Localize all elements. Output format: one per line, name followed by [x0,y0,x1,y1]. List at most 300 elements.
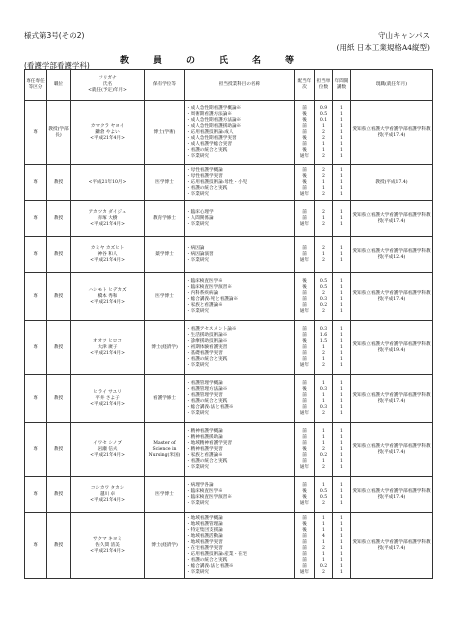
slot-cell-line: 後 [302,527,307,533]
slot-cell-line: 通年 [299,500,310,506]
credits-cell [315,237,333,273]
name-furigana: カミヤ カズヒト [90,245,125,251]
credits-cell [315,101,333,165]
credits-cell-line: 0.2 [319,563,328,569]
role-cell: 専 [25,101,47,165]
subjects-cell-line: ・周術期看護方法論※ [186,111,232,117]
credits-cell-line: 4 [322,533,325,539]
years-cell [333,321,351,375]
name-furigana: イワセ シノブ [93,440,122,446]
name-furigana: アカツカ ダイジュ [88,209,127,215]
role-cell: 専 [25,321,47,375]
subjects-cell-line: ・卒業研究 [186,569,209,575]
years-cell-line: 1 [340,284,343,290]
subjects-cell-line: ・看護管理学実習 [186,392,223,398]
years-cell-line: 1 [340,141,343,147]
years-cell-line: 1 [340,386,343,392]
years-cell-line: 1 [340,398,343,404]
years-cell [333,101,351,165]
credits-cell-line: 1 [322,515,325,521]
current-cell: 愛知県立看護大学看護学部看護学科教授(平成17.4) [351,375,433,423]
subjects-cell-line: ・特定集団支援論 [186,527,223,533]
degree-cell: 看護学修士 [145,375,185,423]
years-cell-line: 1 [340,434,343,440]
table-row [25,513,433,579]
name-furigana: サクマ キヨミ [93,536,122,542]
faculty-table [24,69,433,579]
years-cell-line: 1 [340,117,343,123]
role-cell: 専 [25,513,47,579]
subjects-cell-line: ・卒業研究 [186,464,209,470]
slot-cell-line: 後 [302,284,307,290]
years-cell-line: 1 [340,296,343,302]
slot-cell [295,513,315,579]
col-name [71,70,145,101]
name-name: 岩瀬 信夫 [97,446,118,452]
subjects-cell-line: ・卒業研究 [186,308,209,314]
col-slot: 配当年次 [295,70,315,101]
years-cell-line: 1 [340,356,343,362]
current-cell: 愛知県立看護大学看護学部看護学科教授(平成17.4) [351,513,433,579]
rank-cell: 教授 [47,423,71,477]
subjects-cell-line: ・地域看護管理論 [186,521,223,527]
credits-cell-line: 0.3 [319,296,328,302]
credits-cell-line: 2 [322,209,325,215]
name-cell [71,321,145,375]
credits-cell-line: 2 [322,410,325,416]
slot-cell-line: 後 [302,446,307,452]
role-cell: 専 [25,273,47,321]
subjects-cell-line: ・看護管理方法論※ [186,386,228,392]
credits-cell-line: 0.5 [319,488,328,494]
document-title: 教員の氏名等 [120,56,319,66]
name-furigana: オオツ ヒロコ [93,338,122,344]
credits-cell-line: 0.2 [319,452,328,458]
name-birth: <平成21年4月> [90,257,125,263]
current-cell: 愛知県立看護大学看護学部看護学科教授(平成17.4) [351,423,433,477]
years-cell-line: 1 [340,191,343,197]
years-cell-line: 1 [340,569,343,575]
subjects-cell-line: ・病因論演習 [186,251,214,257]
role-cell: 専 [25,423,47,477]
slot-cell-line: 後 [302,386,307,392]
credits-cell-line: 0.1 [319,117,328,123]
years-cell-line: 1 [340,482,343,488]
slot-cell-line: 前 [302,440,307,446]
credits-cell-line: 2 [322,464,325,470]
credits-cell-line: 0.3 [319,326,328,332]
slot-cell-line: 前 [302,350,307,356]
subjects-cell-line: ・精神看護学実習 [186,446,223,452]
years-cell-line: 1 [340,179,343,185]
subjects-cell-line: ・看護の統合と実践 [186,356,228,362]
table-row [25,423,433,477]
credits-cell-line: 2 [322,221,325,227]
table-row [25,477,433,513]
subjects-cell-line: ・看護の統合と実践 [186,185,228,191]
subjects-cell-line: ・母性看護学実習 [186,173,223,179]
slot-cell-line: 前 [302,434,307,440]
subjects-cell-line: ・精神看護援助論 [186,434,223,440]
subjects-cell-line: ・応用看護技術論:母性・小児 [186,179,248,185]
name-furigana: カマクラ ヤヨイ [90,123,125,129]
name-cell [71,375,145,423]
degree-cell: 薬学博士 [145,237,185,273]
slot-cell-line: 前 [302,215,307,221]
current-cell: 愛知県立看護大学看護学部看護学科教授(平成17.4) [351,477,433,513]
name-name: 橋本 秀和 [97,293,118,299]
years-cell-line: 1 [340,147,343,153]
slot-cell-line: 前 [302,185,307,191]
credits-cell-line: 0.5 [319,278,328,284]
credits-cell-line: 1.6 [319,332,328,338]
subjects-cell-line: ・臨床検査医学※ [186,488,223,494]
subjects-cell [185,477,295,513]
credits-cell-line: 2 [322,500,325,506]
credits-cell-line: 1 [322,521,325,527]
years-cell-line: 1 [340,185,343,191]
degree-cell: 博士(学術) [145,101,185,165]
slot-cell-line: 後 [302,111,307,117]
col-degree: 保有学位等 [145,70,185,101]
subjects-cell-line: ・成人看護学総合実習 [186,141,232,147]
credits-cell-line: 1 [322,215,325,221]
credits-cell-line: 0.2 [319,302,328,308]
name-name: 赤塚 大樹 [97,215,118,221]
slot-cell-line: 前 [302,458,307,464]
role-cell: 専 [25,165,47,201]
years-cell [333,375,351,423]
rank-cell: 教授 [47,321,71,375]
subjects-cell-line: ・成人急性期看護援助論※ [186,123,242,129]
credits-cell [315,423,333,477]
slot-cell [295,101,315,165]
slot-cell [295,165,315,201]
years-cell-line: 1 [340,278,343,284]
years-cell [333,201,351,237]
subjects-cell [185,237,295,273]
name-cell [71,513,145,579]
years-cell-line: 1 [340,251,343,257]
subjects-cell-line: ・総合講義:法と看護※ [186,563,234,569]
slot-cell-line: 前 [302,482,307,488]
slot-cell [295,423,315,477]
years-cell-line: 1 [340,380,343,386]
subjects-cell [185,423,295,477]
years-cell-line: 1 [340,362,343,368]
slot-cell-line: 通年 [299,221,310,227]
subjects-cell-line: ・家族と看護論※ [186,302,223,308]
slot-cell-line: 前 [302,123,307,129]
name-birth: <平成21年4月> [90,401,125,407]
years-cell-line: 1 [340,458,343,464]
table-row [25,201,433,237]
credits-cell-line: 1 [322,356,325,362]
credits-cell-line: 2 [322,129,325,135]
credits-cell [315,321,333,375]
slot-cell-line: 前 [302,129,307,135]
subjects-cell-line: ・卒業研究 [186,410,209,416]
credits-cell-line: 1 [322,147,325,153]
role-cell: 専 [25,477,47,513]
slot-cell-line: 通年 [299,191,310,197]
subjects-cell [185,321,295,375]
credits-cell-line: 2 [322,308,325,314]
slot-cell-line: 後 [302,521,307,527]
credits-cell-line: 1 [322,428,325,434]
subjects-cell-line: ・卒業研究 [186,221,209,227]
subjects-cell-line: ・精神看護学概論 [186,428,223,434]
slot-cell-line: 後 [302,173,307,179]
degree-cell: 医学博士 [145,165,185,201]
credits-cell [315,375,333,423]
years-cell-line: 1 [340,173,343,179]
credits-cell [315,165,333,201]
slot-cell [295,201,315,237]
credits-cell-line: 1 [322,539,325,545]
years-cell-line: 1 [340,440,343,446]
years-cell-line: 1 [340,500,343,506]
rank-cell: 教授 [47,513,71,579]
slot-cell-line: 前 [302,332,307,338]
years-cell-line: 1 [340,135,343,141]
slot-cell-line: 前 [302,533,307,539]
years-cell [333,513,351,579]
subjects-cell-line: ・内科系疾病論 [186,290,219,296]
slot-cell-line: 前 [302,209,307,215]
credits-cell-line: 2 [322,191,325,197]
years-cell-line: 1 [340,452,343,458]
credits-cell-line: 2 [322,446,325,452]
col-furigana: フリガナ [98,76,117,81]
subjects-cell-line: ・成人急性期看護方法論※ [186,117,242,123]
credits-cell-line: 1 [322,251,325,257]
subjects-cell-line: ・臨床検査医学演習※ [186,494,232,500]
slot-cell-line: 前 [302,392,307,398]
current-cell: 愛知県立看護大学看護学部看護学科教授(平成17.4) [351,101,433,165]
subjects-cell-line: ・臨床心理学 [186,209,214,215]
credits-cell-line: 1 [322,123,325,129]
subjects-cell-line: ・在宅看護学実習 [186,545,223,551]
subjects-cell-line: ・地域精神看護学実習 [186,440,232,446]
slot-cell-line: 通年 [299,308,310,314]
years-cell-line: 1 [340,209,343,215]
credits-cell-line: 2 [322,569,325,575]
years-cell-line: 1 [340,551,343,557]
credits-cell-line: 2 [322,350,325,356]
name-furigana: ヒライ サユリ [93,389,122,395]
credits-cell-line: 2 [322,290,325,296]
current-cell: 愛知県立看護大学看護学部看護学科教授(平成19.4) [351,321,433,375]
subjects-cell-line: ・生活援助技術論※ [186,332,228,338]
years-cell [333,165,351,201]
credits-cell-line: 2 [322,257,325,263]
subjects-cell-line: ・病因論 [186,245,205,251]
col-years: 年間開講数 [333,70,351,101]
slot-cell-line: 通年 [299,257,310,263]
slot-cell-line: 前 [302,404,307,410]
subjects-cell-line: ・初期体験看護実習 [186,344,228,350]
subjects-cell-line: ・病理学各論 [186,482,214,488]
slot-cell [295,477,315,513]
subjects-cell [185,201,295,237]
paper-note: (用紙 日本工業規格A4縦型) [336,43,430,52]
years-cell-line: 1 [340,446,343,452]
name-name: 平井 さよ子 [95,395,120,401]
years-cell-line: 1 [340,129,343,135]
credits-cell-line: 1 [322,527,325,533]
slot-cell-line: 前 [302,245,307,251]
rank-cell: 教授 [47,375,71,423]
years-cell-line: 1 [340,344,343,350]
table-row [25,237,433,273]
subjects-cell-line: ・家族と看護論※ [186,452,223,458]
years-cell-line: 1 [340,521,343,527]
years-cell-line: 1 [340,350,343,356]
slot-cell-line: 前 [302,344,307,350]
years-cell-line: 1 [340,215,343,221]
years-cell-line: 1 [340,464,343,470]
credits-cell-line: 1 [322,141,325,147]
subjects-cell-line: ・看護の統合と実践 [186,398,228,404]
slot-cell-line: 前 [302,251,307,257]
subjects-cell-line: ・卒業研究 [186,191,209,197]
slot-cell-line: 前 [302,428,307,434]
name-birth: <平成21年4月> [90,135,125,141]
slot-cell-line: 前 [302,296,307,302]
slot-cell-line: 後 [302,278,307,284]
years-cell [333,237,351,273]
credits-cell-line: 0.3 [319,404,328,410]
subjects-cell-line: ・診療援助技術論※ [186,338,228,344]
name-cell [71,423,145,477]
slot-cell-line: 後 [302,488,307,494]
credits-cell-line: 0.5 [319,284,328,290]
col-credits: 担当単位数 [315,70,333,101]
credits-cell [315,477,333,513]
subjects-cell-line: ・人間関係論 [186,215,214,221]
slot-cell-line: 前 [302,380,307,386]
slot-cell-line: 後 [302,494,307,500]
years-cell-line: 1 [340,326,343,332]
subjects-cell-line: ・基礎看護学実習 [186,350,223,356]
slot-cell-line: 後 [302,147,307,153]
name-birth: <平成21年10月> [88,179,127,185]
name-cell [71,165,145,201]
subjects-cell-line: ・総合講義:法と看護※ [186,404,234,410]
subjects-cell-line: ・卒業研究 [186,153,209,159]
years-cell-line: 1 [340,404,343,410]
name-cell [71,201,145,237]
slot-cell-line: 前 [302,302,307,308]
col-role: 専任専任等区分 [25,70,47,101]
credits-cell-line: 1 [322,380,325,386]
slot-cell-line: 前 [302,563,307,569]
slot-cell [295,273,315,321]
col-name-label: 氏名 [102,82,113,87]
years-cell [333,477,351,513]
credits-cell-line: 0.9 [319,105,328,111]
rank-cell: 教授 [47,237,71,273]
slot-cell-line: 前 [302,167,307,173]
form-number: 様式第3号(その2) [24,31,85,40]
subjects-cell-line: ・母性看護学概論 [186,167,223,173]
table-row [25,375,433,423]
years-cell-line: 1 [340,338,343,344]
credits-cell-line: 0.5 [319,111,328,117]
subjects-cell-line: ・応用看護技術論:産業・在宅 [186,551,248,557]
slot-cell-line: 前 [302,141,307,147]
role-cell: 専 [25,201,47,237]
years-cell-line: 1 [340,105,343,111]
degree-cell: 教育学修士 [145,201,185,237]
subjects-cell-line: ・看護の統合と実践 [186,147,228,153]
years-cell-line: 1 [340,111,343,117]
subjects-cell-line: ・卒業研究 [186,257,209,263]
subjects-cell-line: ・地域看護学概論 [186,515,223,521]
years-cell-line: 1 [340,153,343,159]
credits-cell-line: 1 [322,392,325,398]
slot-cell-line: 通年 [299,410,310,416]
credits-cell-line: 1 [322,398,325,404]
years-cell-line: 1 [340,410,343,416]
credits-cell-line: 1 [322,557,325,563]
credits-cell-line: 2 [322,545,325,551]
credits-cell-line: 2 [322,135,325,141]
name-birth: <平成21年4月> [90,548,125,554]
subjects-cell-line: ・看護の統合と実践 [186,458,228,464]
subjects-cell-line: ・応用看護技術論:成人 [186,129,234,135]
years-cell-line: 1 [340,527,343,533]
subjects-cell-line: ・卒業研究 [186,500,209,506]
slot-cell-line: 前 [302,539,307,545]
degree-cell: 博士(経済学) [145,321,185,375]
name-birth: <平成21年4月> [90,350,125,356]
table-row [25,165,433,201]
subjects-cell-line: ・看護管理学概論 [186,380,223,386]
degree-cell: 医学博士 [145,273,185,321]
years-cell-line: 1 [340,290,343,296]
credits-cell-line: 1 [322,482,325,488]
name-birth: <平成21年4月> [90,452,125,458]
slot-cell-line: 前 [302,326,307,332]
years-cell-line: 1 [340,302,343,308]
credits-cell-line: 0.5 [319,494,328,500]
subjects-cell-line: ・臨床検査医学演習※ [186,284,232,290]
slot-cell-line: 前 [302,452,307,458]
header-row [25,70,433,101]
slot-cell-line: 通年 [299,362,310,368]
years-cell-line: 1 [340,332,343,338]
degree-cell: 医学博士 [145,477,185,513]
slot-cell-line: 後 [302,179,307,185]
name-furigana: コシカワ タカシ [90,485,125,491]
name-birth: <平成21年4月> [90,299,125,305]
credits-cell-line: 2 [322,362,325,368]
slot-cell-line: 前 [302,290,307,296]
rank-cell: 教授 [47,273,71,321]
col-birth: <就任(予定)年月> [88,88,127,93]
slot-cell-line: 前 [302,356,307,362]
role-cell: 専 [25,375,47,423]
degree-cell: Master of Science in Nursing(米国) [145,423,185,477]
name-cell [71,237,145,273]
rank-cell: 教授 [47,201,71,237]
name-name: 佐久間 清美 [95,542,120,548]
slot-cell-line: 通年 [299,464,310,470]
current-cell: 愛知県立看護大学看護学部看護学科教授(平成12.4) [351,237,433,273]
subjects-cell [185,165,295,201]
